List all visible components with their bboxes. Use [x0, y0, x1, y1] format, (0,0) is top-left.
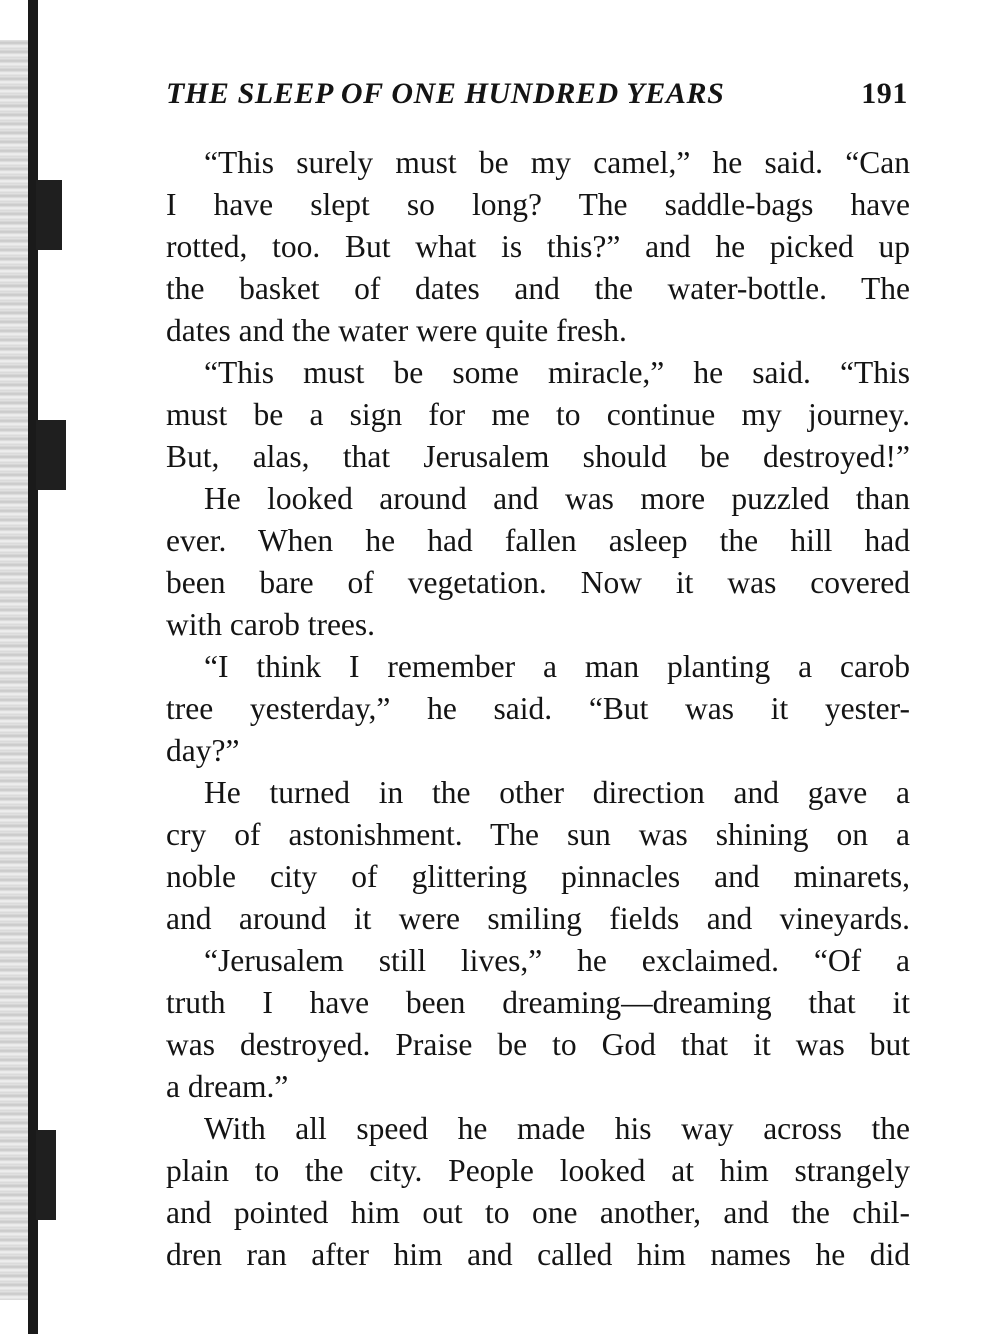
text-line: tree yesterday,” he said. “But was it yester- [166, 691, 910, 726]
text-line: a dream.” [166, 1069, 289, 1104]
text-line: with carob trees. [166, 607, 376, 642]
text-line: “Jerusalem still lives,” he exclaimed. “Of a [204, 943, 910, 978]
text-line: dren ran after him and called him names he did [166, 1237, 910, 1272]
text-line: He looked around and was more puzzled than [204, 481, 910, 516]
text-line: With all speed he made his way across the [204, 1111, 910, 1146]
gutter-shadow [0, 40, 30, 1300]
text-line: the basket of dates and the water-bottle. The [166, 271, 910, 306]
gutter-ink-mark [36, 1130, 56, 1220]
page-number: 191 [861, 77, 908, 110]
gutter-ink-mark [36, 180, 62, 250]
text-line: “This must be some miracle,” he said. “This [204, 355, 910, 390]
gutter-ink-mark [36, 420, 66, 490]
text-line: cry of astonishment. The sun was shining on a [166, 817, 910, 852]
text-line: and pointed him out to one another, and the chil- [166, 1195, 910, 1230]
text-line: was destroyed. Praise be to God that it was but [166, 1027, 910, 1062]
text-line: truth I have been dreaming—dreaming that it [166, 985, 910, 1020]
text-line: noble city of glittering pinnacles and minarets, [166, 859, 910, 894]
running-header [166, 72, 908, 116]
text-line: He turned in the other direction and gave a [204, 775, 910, 810]
text-line: “I think I remember a man planting a carob [204, 649, 910, 684]
text-line: been bare of vegetation. Now it was covered [166, 565, 910, 600]
text-line: must be a sign for me to continue my journey. [166, 397, 910, 432]
running-title: THE SLEEP OF ONE HUNDRED YEARS [166, 77, 725, 110]
text-line: dates and the water were quite fresh. [166, 313, 627, 348]
body-text [166, 142, 910, 1276]
text-line: ever. When he had fallen asleep the hill had [166, 523, 910, 558]
text-line: But, alas, that Jerusalem should be destroyed!” [166, 439, 910, 474]
text-line: rotted, too. But what is this?” and he picked up [166, 229, 910, 264]
text-line: and around it were smiling fields and vineyards. [166, 901, 910, 936]
text-line: plain to the city. People looked at him strangely [166, 1153, 910, 1188]
text-line: day?” [166, 733, 240, 768]
text-line: “This surely must be my camel,” he said. “Can [204, 145, 910, 180]
text-line: I have slept so long? The saddle-bags have [166, 187, 910, 222]
scanned-page-edge [0, 0, 70, 1334]
